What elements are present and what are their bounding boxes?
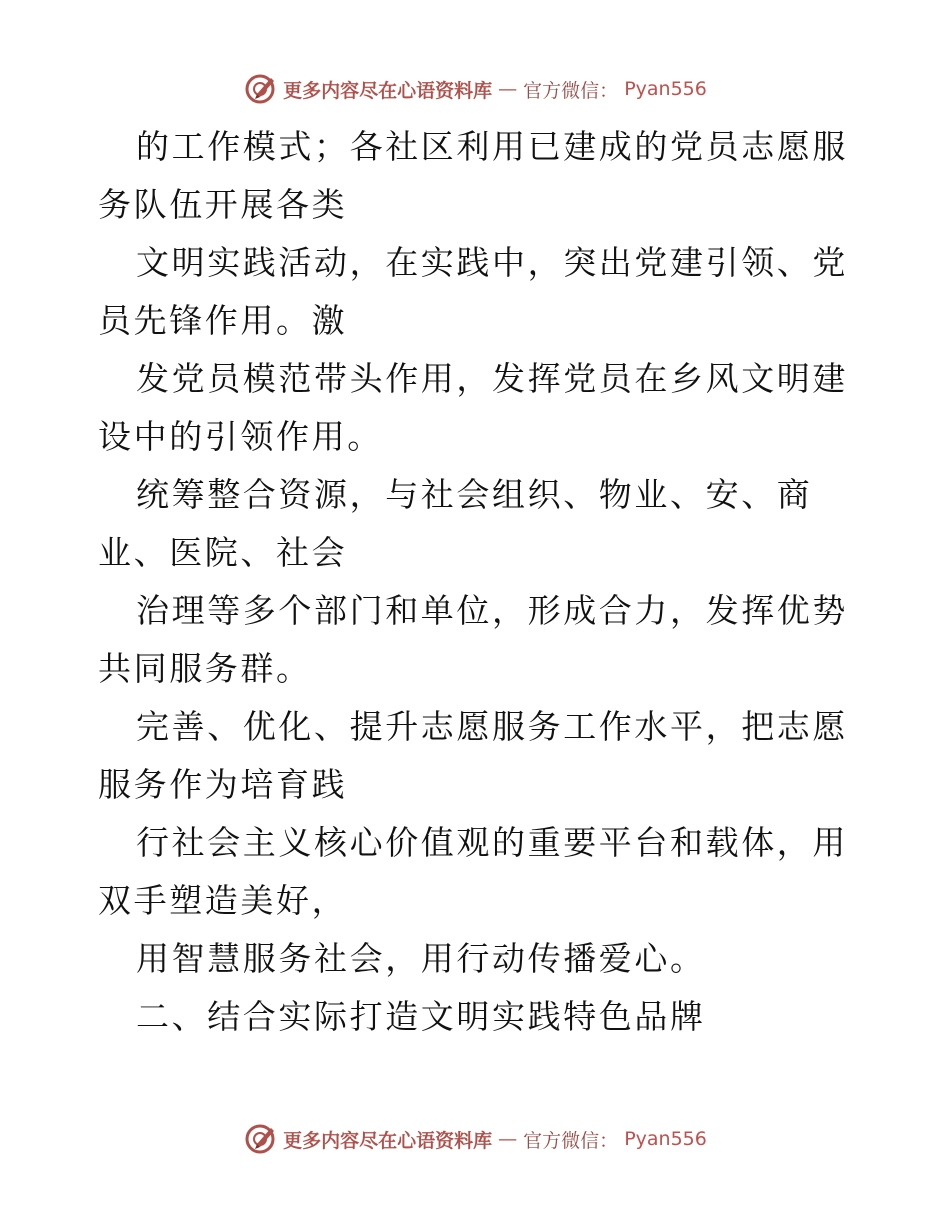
paragraph: 行社会主义核心价值观的重要平台和载体，用双手塑造美好， [98,823,848,920]
paragraph: 文明实践活动，在实践中，突出党建引领、党员先锋作用。激 [98,243,848,340]
paragraph: 完善、优化、提升志愿服务工作水平，把志愿服务作为培育践 [98,707,848,804]
paragraph: 用智慧服务社会，用行动传播爱心。 [136,939,706,978]
paragraph: 治理等多个部门和单位，形成合力，发挥优势共同服务群。 [98,591,848,688]
pen-logo-icon [243,72,277,106]
footer-watermark [0,1122,950,1156]
paragraph: 的工作模式；各社区利用已建成的党员志愿服务队伍开展各类 [98,127,848,224]
paragraph: 发党员模范带头作用，发挥党员在乡风文明建设中的引领作用。 [98,359,848,456]
watermark-dash: — [498,78,518,100]
pen-logo-icon [243,1122,277,1156]
watermark-wechat-label: 官方微信： [523,79,619,102]
watermark-account: Pyan556 [624,78,707,100]
header-watermark [0,72,950,106]
watermark-text: 更多内容尽在心语资料库 [283,1129,493,1152]
watermark-wechat-label: 官方微信： [523,1129,619,1152]
paragraph: 统筹整合资源，与社会组织、物业、安、商业、医院、社会 [98,475,813,572]
watermark-dash: — [498,1128,518,1150]
document-body [98,118,858,1046]
section-heading: 二、结合实际打造文明实践特色品牌 [136,997,706,1036]
watermark-account: Pyan556 [624,1128,707,1150]
watermark-text: 更多内容尽在心语资料库 [283,79,493,102]
